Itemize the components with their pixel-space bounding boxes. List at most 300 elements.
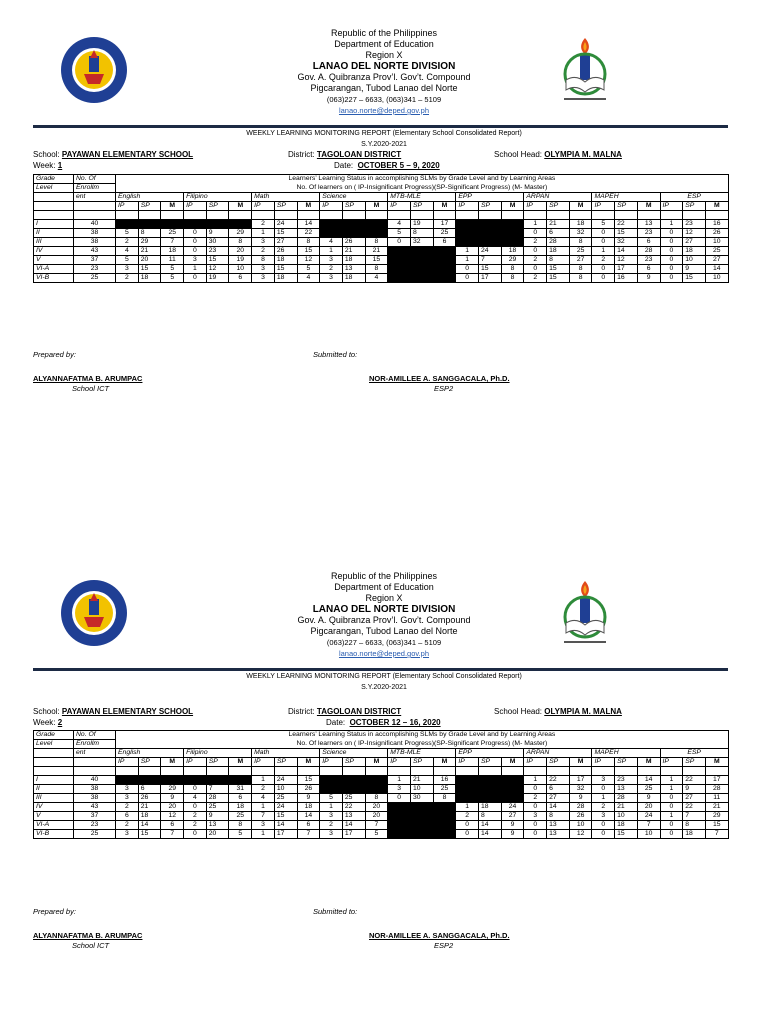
value-cell: 9 [569,793,592,802]
value-cell: 20 [206,829,229,838]
subject-header-arpan: ARPAN [524,193,592,202]
value-cell: 31 [229,784,252,793]
blocked-cell [501,237,524,246]
email-link[interactable]: lanao.norte@deped.gov.ph [338,649,430,658]
value-cell: 23 [637,228,660,237]
value-cell: 15 [206,255,229,264]
status-subheader: SP [342,758,365,767]
blocked-cell [320,775,343,784]
value-cell: 32 [569,228,592,237]
blank-cell [229,211,252,220]
blank-cell [116,767,139,776]
value-cell: 3 [592,811,615,820]
blocked-cell [161,219,184,228]
enrollment-cell: 23 [74,820,116,829]
status-subheader: IP [456,202,479,211]
table-row [34,219,729,228]
blocked-cell [410,829,433,838]
value-cell: 4 [116,246,139,255]
blocked-cell [116,775,139,784]
value-cell: 15 [274,228,297,237]
status-subheader: IP [524,758,547,767]
value-cell: 14 [479,829,502,838]
status-subheader: M [161,202,184,211]
value-cell: 5 [320,793,343,802]
republic-line: Republic of the Philippines [330,571,438,581]
value-cell: 7 [206,784,229,793]
letterhead [0,28,768,116]
value-cell: 30 [206,237,229,246]
value-cell: 0 [388,793,411,802]
blocked-cell [501,793,524,802]
status-subheader: M [433,758,456,767]
blocked-cell [116,219,139,228]
blank-cell [320,767,343,776]
grade-level-header: Level [34,740,74,749]
value-cell: 10 [274,784,297,793]
value-cell: 12 [615,255,638,264]
status-subheader: SP [206,758,229,767]
blocked-cell [388,802,411,811]
value-cell: 3 [116,829,139,838]
value-cell: 0 [524,820,547,829]
value-cell: 21 [705,802,728,811]
value-cell: 1 [388,775,411,784]
value-cell: 28 [569,802,592,811]
status-subheader: IP [456,758,479,767]
blank-cell [479,767,502,776]
value-cell: 1 [660,811,683,820]
blocked-cell [410,811,433,820]
table-row [34,829,729,838]
grade-cell: VI-A [34,820,74,829]
value-cell: 6 [637,237,660,246]
blocked-cell [456,228,479,237]
value-cell: 8 [138,228,161,237]
blocked-cell [320,228,343,237]
department-line: Department of Education [334,582,434,592]
enrollment-cell: 38 [74,237,116,246]
value-cell: 6 [138,784,161,793]
value-cell: 18 [615,820,638,829]
blocked-cell [365,219,388,228]
value-cell: 15 [365,255,388,264]
subheader-row [34,758,729,767]
value-cell: 3 [252,237,275,246]
blocked-cell [456,219,479,228]
value-cell: 20 [229,246,252,255]
prepared-by-label: Prepared by: [33,350,76,359]
submitted-to-label: Submitted to: [313,350,358,359]
value-cell: 6 [116,811,139,820]
value-cell: 1 [456,255,479,264]
value-cell: 28 [705,784,728,793]
value-cell: 0 [592,237,615,246]
region-line: Region X [365,593,403,603]
blocked-cell [501,784,524,793]
value-cell: 10 [569,820,592,829]
table-row [34,784,729,793]
value-cell: 24 [274,219,297,228]
status-subheader: SP [274,202,297,211]
blocked-cell [342,784,365,793]
value-cell: 3 [592,775,615,784]
status-subheader: SP [138,202,161,211]
blank-cell [320,211,343,220]
report-week-1 [0,28,768,498]
grade-cell: VI-A [34,264,74,273]
value-cell: 2 [524,255,547,264]
blocked-cell [501,775,524,784]
blocked-cell [410,273,433,282]
report-title [0,671,768,693]
value-cell: 14 [479,820,502,829]
value-cell: 2 [116,237,139,246]
blocked-cell [388,829,411,838]
blank-cell [229,767,252,776]
value-cell: 19 [206,273,229,282]
status-subheader: M [569,202,592,211]
grade-cell: I [34,775,74,784]
value-cell: 29 [501,255,524,264]
preparer-name: ALYANNAFATMA B. ARUMPAC [33,931,143,940]
blocked-cell [342,775,365,784]
header-row [34,740,729,749]
approver-name: NOR-AMILLEE A. SANGGACALA, Ph.D. [369,374,510,383]
blank-cell [138,211,161,220]
value-cell: 8 [501,264,524,273]
subject-header-mapeh: MAPEH [592,749,660,758]
blocked-cell [433,255,456,264]
learning-status-table [33,174,729,283]
value-cell: 1 [456,802,479,811]
status-subheader: M [365,758,388,767]
value-cell: 0 [456,820,479,829]
value-cell: 8 [252,255,275,264]
value-cell: 8 [229,820,252,829]
division-name: LANAO DEL NORTE DIVISION [312,61,456,72]
blank-cell [569,767,592,776]
enrollment-header: No. Of [74,731,116,740]
enrollment-cell: 25 [74,273,116,282]
value-cell: 24 [637,811,660,820]
value-cell: 3 [320,273,343,282]
learning-status-table [33,730,729,839]
preparer-name: ALYANNAFATMA B. ARUMPAC [33,374,143,383]
value-cell: 25 [342,793,365,802]
value-cell: 8 [229,237,252,246]
value-cell: 6 [161,820,184,829]
blocked-cell [479,228,502,237]
blank-cell [569,211,592,220]
blank-cell [524,767,547,776]
blank-cell [74,211,116,220]
spacer-row [34,767,729,776]
value-cell: 0 [660,255,683,264]
value-cell: 12 [683,228,706,237]
value-cell: 7 [252,811,275,820]
subject-header-filipino: Filipino [184,749,252,758]
blank-cell [74,202,116,211]
blocked-cell [479,784,502,793]
value-cell: 24 [501,802,524,811]
value-cell: 24 [479,246,502,255]
value-cell: 18 [342,273,365,282]
status-subheader: SP [342,202,365,211]
subject-header-filipino: Filipino [184,193,252,202]
value-cell: 1 [252,228,275,237]
value-cell: 18 [569,219,592,228]
blank-cell [410,767,433,776]
status-subheader: M [705,202,728,211]
blank-cell [592,211,615,220]
value-cell: 18 [161,246,184,255]
value-cell: 2 [116,273,139,282]
grade-cell: V [34,255,74,264]
value-cell: 2 [592,255,615,264]
blank-cell [547,767,570,776]
value-cell: 4 [297,273,320,282]
value-cell: 26 [138,793,161,802]
subject-header-math: Math [252,749,320,758]
value-cell: 15 [615,829,638,838]
value-cell: 7 [683,811,706,820]
value-cell: 4 [320,237,343,246]
value-cell: 3 [252,273,275,282]
grade-cell: III [34,237,74,246]
value-cell: 6 [547,228,570,237]
value-cell: 7 [161,829,184,838]
report-title [0,128,768,150]
subject-header-mtb-mle: MTB-MLE [388,749,456,758]
value-cell: 23 [206,246,229,255]
report-title-text: WEEKLY LEARNING MONITORING REPORT (Elementary School Consolidated Report) [246,673,522,680]
grade-level-header: Grade [34,175,74,184]
value-cell: 27 [683,237,706,246]
learners-status-header: Learners’ Learning Status in accomplishing SLMs by Grade Level and by Learning Areas [116,175,729,184]
status-subheader: IP [320,202,343,211]
blocked-cell [479,793,502,802]
value-cell: 15 [547,273,570,282]
value-cell: 0 [524,784,547,793]
value-cell: 7 [479,255,502,264]
subject-row [34,749,729,758]
school-field: School: PAYAWAN ELEMENTARY SCHOOL [33,707,194,716]
blank-cell [456,211,479,220]
value-cell: 5 [388,228,411,237]
enrollment-cell: 43 [74,802,116,811]
phone-line: (063)227 – 6633, (063)341 – 5109 [326,638,442,647]
blank-cell [388,211,411,220]
value-cell: 12 [297,255,320,264]
value-cell: 28 [547,237,570,246]
blocked-cell [501,219,524,228]
value-cell: 25 [705,246,728,255]
value-cell: 5 [116,255,139,264]
value-cell: 10 [637,829,660,838]
blank-cell [501,767,524,776]
blank-cell [34,202,74,211]
value-cell: 0 [660,829,683,838]
status-subheader: SP [615,758,638,767]
table-row [34,820,729,829]
value-cell: 1 [592,246,615,255]
value-cell: 18 [479,802,502,811]
value-cell: 25 [161,228,184,237]
blocked-cell [365,775,388,784]
value-cell: 0 [184,228,207,237]
district-field: District: TAGOLOAN DISTRICT [288,707,402,716]
blank-cell [34,758,74,767]
value-cell: 2 [524,793,547,802]
blocked-cell [479,237,502,246]
value-cell: 9 [683,264,706,273]
value-cell: 16 [615,273,638,282]
value-cell: 15 [297,775,320,784]
enrollment-cell: 40 [74,775,116,784]
blocked-cell [456,775,479,784]
value-cell: 13 [615,784,638,793]
value-cell: 3 [524,811,547,820]
value-cell: 6 [229,273,252,282]
value-cell: 0 [184,246,207,255]
value-cell: 18 [547,246,570,255]
value-cell: 18 [501,246,524,255]
value-cell: 17 [433,219,456,228]
blocked-cell [433,264,456,273]
value-cell: 0 [592,784,615,793]
blocked-cell [342,228,365,237]
status-subheader: SP [615,202,638,211]
region-line: Region X [365,50,403,60]
value-cell: 8 [501,273,524,282]
status-subheader: IP [388,202,411,211]
value-cell: 21 [410,775,433,784]
enrollment-cell: 37 [74,255,116,264]
value-cell: 27 [705,255,728,264]
value-cell: 18 [229,802,252,811]
value-cell: 7 [297,829,320,838]
blocked-cell [433,246,456,255]
value-cell: 21 [365,246,388,255]
value-cell: 9 [637,273,660,282]
blank-cell [161,211,184,220]
value-cell: 17 [615,264,638,273]
grade-cell: III [34,793,74,802]
value-cell: 19 [410,219,433,228]
value-cell: 8 [365,264,388,273]
value-cell: 21 [547,219,570,228]
value-cell: 2 [184,820,207,829]
value-cell: 14 [547,802,570,811]
value-cell: 12 [206,264,229,273]
value-cell: 4 [252,793,275,802]
value-cell: 1 [252,802,275,811]
subject-header-science: Science [320,749,388,758]
value-cell: 0 [184,829,207,838]
value-cell: 12 [569,829,592,838]
status-subheader: IP [660,202,683,211]
blank-cell [252,767,275,776]
prepared-by-label: Prepared by: [33,907,76,916]
value-cell: 1 [320,246,343,255]
value-cell: 10 [705,273,728,282]
value-cell: 15 [479,264,502,273]
blocked-cell [433,273,456,282]
subheader-row [34,202,729,211]
address-line-1: Gov. A. Quibranza Prov’l. Gov’t. Compound [297,615,471,625]
value-cell: 25 [637,784,660,793]
value-cell: 17 [274,829,297,838]
blocked-cell [388,273,411,282]
value-cell: 0 [660,237,683,246]
blocked-cell [206,219,229,228]
value-cell: 2 [320,264,343,273]
status-subheader: M [637,202,660,211]
status-subheader: M [229,202,252,211]
value-cell: 11 [705,793,728,802]
value-cell: 8 [365,793,388,802]
value-cell: 13 [206,820,229,829]
value-cell: 1 [184,264,207,273]
table-row [34,264,729,273]
value-cell: 0 [524,264,547,273]
blank-cell [34,749,74,758]
blocked-cell [365,228,388,237]
value-cell: 12 [161,811,184,820]
value-cell: 20 [637,802,660,811]
blank-cell [705,767,728,776]
address-line-2: Pigcarangan, Tubod Lanao del Norte [310,83,458,93]
subject-header-esp: ESP [660,749,728,758]
value-cell: 18 [138,273,161,282]
blank-cell [342,211,365,220]
grade-cell: II [34,228,74,237]
value-cell: 15 [138,829,161,838]
blocked-cell [479,219,502,228]
value-cell: 2 [456,811,479,820]
blocked-cell [184,219,207,228]
value-cell: 4 [388,219,411,228]
value-cell: 0 [592,273,615,282]
value-cell: 6 [547,784,570,793]
value-cell: 19 [229,255,252,264]
email-link[interactable]: lanao.norte@deped.gov.ph [338,106,430,115]
value-cell: 30 [410,793,433,802]
blocked-cell [161,775,184,784]
status-subheader: IP [184,202,207,211]
blank-cell [547,211,570,220]
value-cell: 29 [138,237,161,246]
address-line-1: Gov. A. Quibranza Prov’l. Gov’t. Compound [297,72,471,82]
grade-cell: IV [34,802,74,811]
blank-cell [34,193,74,202]
value-cell: 4 [365,273,388,282]
school-head-field: School Head: OLYMPIA M. MALNA [494,707,622,716]
value-cell: 29 [229,228,252,237]
blank-cell [184,211,207,220]
value-cell: 8 [683,820,706,829]
grade-cell: I [34,219,74,228]
blocked-cell [433,820,456,829]
blocked-cell [388,255,411,264]
table-row [34,775,729,784]
value-cell: 3 [184,255,207,264]
value-cell: 14 [297,811,320,820]
value-cell: 22 [342,802,365,811]
blank-cell [74,758,116,767]
value-cell: 7 [705,829,728,838]
